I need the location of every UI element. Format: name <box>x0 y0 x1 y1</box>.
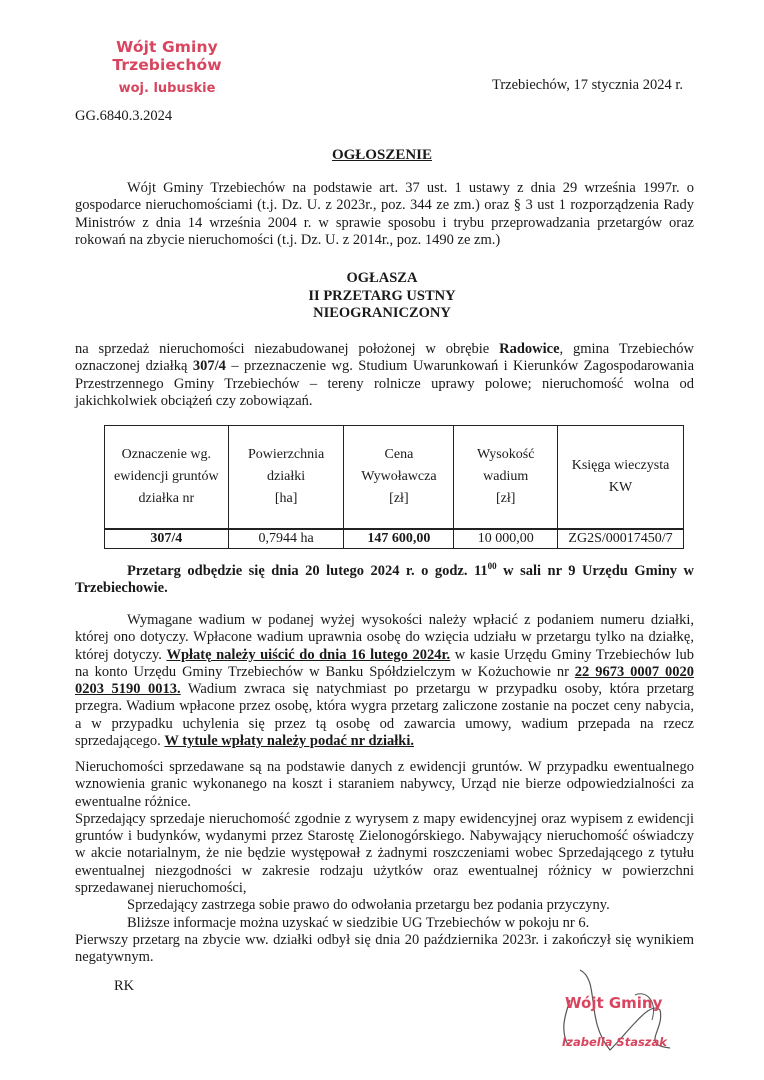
deposit-cell: 10 000,00 <box>454 529 558 549</box>
property-text: – przeznaczenie wg. Studium Uwarunkowań i Kierunków Zagospodarowania Przestrzennego Gminy Trzebiechów – tereny rolnicze uprawy polowe; nieruchomość wolna od jakichkolwiek obciążeń czy zobowiązań. <box>75 358 695 409</box>
office-stamp <box>62 38 272 96</box>
stamp-office-name: Wójt Gminy Trzebiechów <box>112 38 222 74</box>
header-cell <box>105 426 229 530</box>
terms-section <box>75 759 694 967</box>
header-text: [zł] <box>495 491 516 506</box>
deposit-paragraph <box>75 612 694 750</box>
document-title: OGŁOSZENIE <box>331 147 433 163</box>
terms-paragraph: Pierwszy przetarg na zbycie ww. działki odbył się dnia 20 października 2023r. i zakończył się wynikiem negatywnym. <box>75 931 694 966</box>
plot-cell: 307/4 <box>105 529 229 549</box>
header-cell <box>344 426 454 530</box>
tender-text: Przetarg odbędzie się dnia 20 lutego 2024 r. o godz. 11 <box>127 562 488 579</box>
header-cell <box>228 426 344 530</box>
header-text: Oznaczenie wg. <box>121 447 212 462</box>
announce-line: OGŁASZA <box>346 270 418 286</box>
table-row <box>105 529 684 549</box>
terms-paragraph: Nieruchomości sprzedawane są na podstawie danych z ewidencji gruntów. W przypadku ewentualnego wznowienia granic wykonanego na koszt i staraniem nabywcy, Urząd nie bierze odpowiedzialności za ewentualne różnice. <box>75 759 694 810</box>
header-cell <box>558 426 684 530</box>
bank-account: 22 9673 0007 0020 0203 5190 0013. <box>75 663 694 698</box>
deposit-text: Wadium zwraca się natychmiast po przetargu w przypadku osoby, która przetarg przegra. Wadium wpłacone przez osobę, która wygra przetarg zaliczone zostanie na poczet ceny nabycia, a w przypadku uchylenia się przez tą osobę od zawarcia umowy, wadium przepada na rzecz sprzedającego. <box>75 681 694 750</box>
terms-paragraph: Bliższe informacje można uzyskać w siedzibie UG Trzebiechów w pokoju nr 6. <box>127 914 590 931</box>
header-text: KW <box>608 480 633 495</box>
header-text: [ha] <box>274 491 298 506</box>
place-date: Trzebiechów, 17 stycznia 2024 r. <box>492 77 684 93</box>
village-name: Radowice <box>499 341 560 357</box>
tender-minutes: 00 <box>487 561 497 571</box>
terms-paragraph: Sprzedający sprzedaje nieruchomość zgodnie z wyrysem z mapy ewidencyjnej oraz wypisem z ewidencji gruntów i budynków, wydanymi przez Starostę Zielonogórskiego. Nabywający nieruchomość oświadczy w akcie notarialnym, że nie będzie występował z żadnymi roszczeniami wobec Sprzedającego z tytułu ewentualnej niezgodności w zakresie rodzaju użytków oraz ewentualnej różnicy w powierzchni sprzedawanej nieruchomości, <box>75 810 694 897</box>
terms-paragraph: Sprzedający zastrzega sobie prawo do odwołania przetargu bez podania przyczyny. <box>127 897 610 914</box>
deposit-text: w kasie Urzędu Gminy Trzebiechów lub na konto Urzędu Gminy Trzebiechów w Banku Spółdzielczym w Kożuchowie nr <box>75 646 695 680</box>
land-register-cell: ZG2S/00017450/7 <box>558 529 684 549</box>
header-text: działka nr <box>138 491 195 506</box>
header-text: [zł] <box>389 491 409 506</box>
tender-text: w sali nr 9 Urzędu Gminy w Trzebiechowie. <box>75 562 694 597</box>
header-text: ewidencji gruntów <box>114 469 219 484</box>
announce-line: II PRZETARG USTNY <box>308 287 456 304</box>
announce-line: NIEOGRANICZONY <box>313 305 451 321</box>
header-text: Powierzchnia <box>247 447 325 462</box>
deposit-deadline: Wpłatę należy uiścić do dnia 16 lutego 2024r. <box>166 646 451 663</box>
property-text: , gmina Trzebiechów oznaczonej działką <box>75 341 694 375</box>
tender-date-paragraph <box>75 558 694 597</box>
header-cell <box>454 426 558 530</box>
signature-stamp-title: Wójt Gminy <box>565 994 663 1012</box>
header-text: Wywoławcza <box>361 469 437 484</box>
transfer-title-note: W tytule wpłaty należy podać nr działki. <box>164 733 414 750</box>
header-text: Księga wieczysta <box>571 458 670 473</box>
header-text: działki <box>267 469 306 484</box>
header-text: wadium <box>483 469 529 484</box>
stamp-voivodeship: woj. lubuskie <box>118 81 216 96</box>
author-initials: RK <box>114 978 135 994</box>
property-text: na sprzedaż nieruchomości niezabudowanej położonej w obrębie <box>75 341 500 357</box>
price-cell: 147 600,00 <box>344 529 454 549</box>
deposit-text: Wymagane wadium w podanej wyżej wysokości należy wpłacić z podaniem numeru działki, której ono dotyczy. Wpłacone wadium uprawnia osobę do wzięcia udziału w przetargu tylko na działkę, której dotyczy. <box>75 612 694 663</box>
table-header-row <box>105 426 684 530</box>
area-cell: 0,7944 ha <box>228 529 344 549</box>
signature-stamp-name: Izabella Staszak <box>562 1035 667 1049</box>
header-text: Cena <box>384 447 414 462</box>
parcel-table <box>104 425 684 549</box>
announcement-block <box>0 270 764 323</box>
property-description <box>75 341 694 410</box>
plot-number: 307/4 <box>192 358 226 375</box>
header-text: Wysokość <box>476 447 535 462</box>
reference-number: GG.6840.3.2024 <box>75 108 173 124</box>
intro-paragraph: Wójt Gminy Trzebiechów na podstawie art. 37 ust. 1 ustawy z dnia 29 września 1997r. o gospodarce nieruchomościami (t.j. Dz. U. z 2023r., poz. 344 ze zm.) oraz § 3 ust 1 rozporządzenia Rady Ministrów z dnia 14 września 2004 r. w sprawie sposobu i trybu przeprowadzania przetargów oraz rokowań na zbycie nieruchomości (t.j. Dz. U. z 2014r., poz. 1490 ze zm.) <box>75 180 694 248</box>
